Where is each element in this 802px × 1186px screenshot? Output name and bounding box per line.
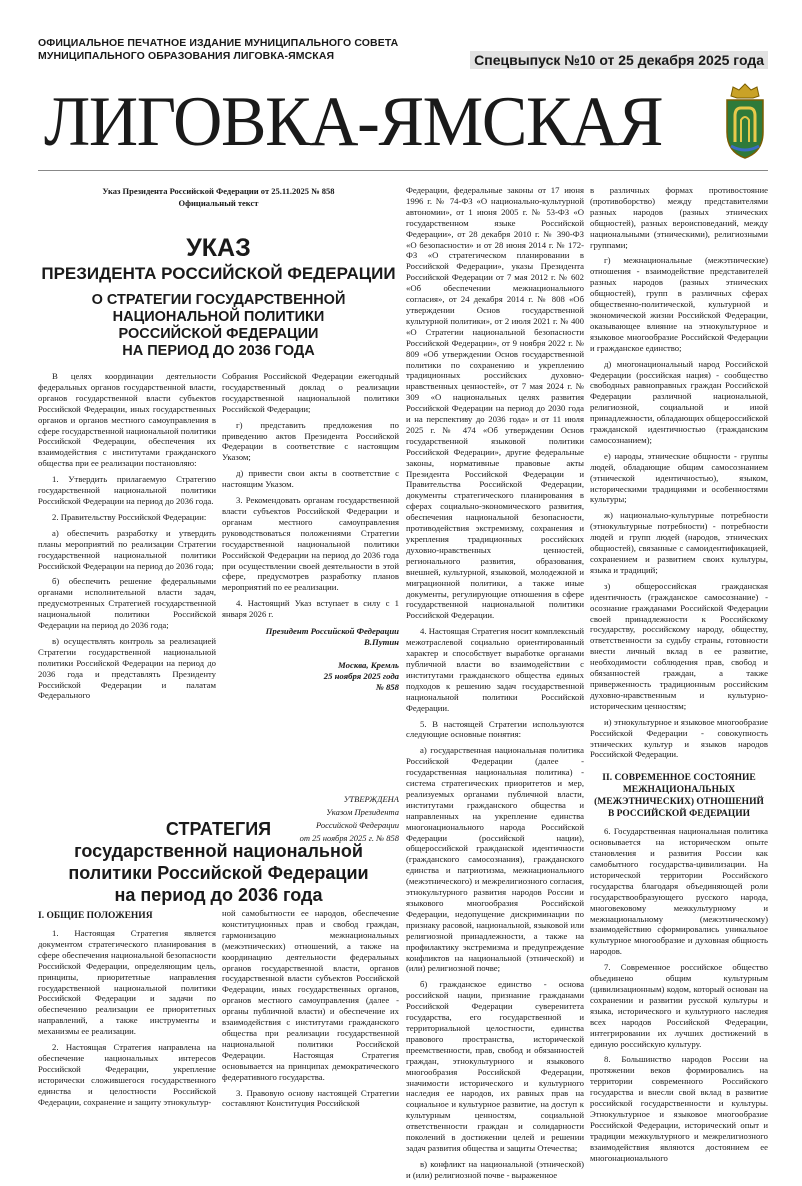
- paragraph: ной самобытности ее народов, обеспечение конституционных прав и свобод граждан, гармонизацию межнациональных (межэтнических) отношений, а также на координацию деятельности федеральных органов государственной власти, органов государственной власти субъектов Российской Федерации, иных государственных органов, органов местного самоуправления (далее - органы публичной власти) и обеспечение их взаимодействия с институтами гражданского общества при реализации государственной национальной политики Российской Федерации. Настоящая Стратегия основывается на принципах демократического федеративного государства.: [222, 908, 399, 1082]
- paragraph: в) осуществлять контроль за реализацией Стратегии государственной национальной политики Российской Федерации на период до 2036 года и представлять Президенту Российской Федерации и палатам Федерального: [38, 635, 216, 701]
- paragraph: 3. Рекомендовать органам государственной власти субъектов Российской Федерации и органам местного самоуправления руководствоваться положениями Стратегии государственной национальной политики Российской Федерации на период до 2036 года при осуществлении своей деятельности в этой сфере, предусмотрев разработку планов мероприятий по ее реализации.: [222, 495, 399, 593]
- approval-line: Российской Федерации: [315, 820, 399, 830]
- signature-name: В.Путин: [364, 636, 399, 647]
- strategy-title-line: государственной национальной: [74, 841, 363, 861]
- signature-date: 25 ноября 2025 года: [323, 670, 399, 681]
- signature-number: № 858: [375, 681, 399, 692]
- paragraph: 3. Правовую основу настоящей Стратегии составляют Конституция Российской: [222, 1087, 399, 1109]
- paragraph: з) общероссийская гражданская идентичность (гражданское самосознание) - осознание гражданами Российской Федерации своей принадлежности к Российскому государству, российскому народу, обществу, ответственности за судьбу страны, готовности внести личный вклад в ее развитие, необходимости соблюдения прав, свобод и обязанностей граждан, а также приверженность традиционным российским духовно-нравственным и культурно-историческим ценностям;: [590, 580, 768, 711]
- paragraph: 2. Правительству Российской Федерации:: [52, 511, 207, 522]
- approval-line: УТВЕРЖДЕНА: [343, 794, 399, 804]
- paragraph: 1. Настоящая Стратегия является документом стратегического планирования в сфере обеспечения национальной безопасности Российской Федерации, определяющим цель, принципы, приоритетные направления государственной национальной политики Российской Федерации и задачи по обеспечению реализации ее приоритетных направлений, а также инструменты и механизмы ее реализации.: [38, 928, 216, 1037]
- paragraph: в различных формах противостояние (противоборство) между представителями разных народов (разных этнических общностей), разных вероисповеданий, между национальными (этническими), религиозными группами;: [590, 185, 768, 250]
- column-4: [590, 185, 768, 1169]
- paragraph: 1. Утвердить прилагаемую Стратегию государственной национальной политики Российской Федерации на период до 2036 года.: [38, 474, 216, 506]
- approval-line: от 25 ноября 2025 г. № 858: [299, 833, 399, 843]
- masthead: [38, 37, 768, 68]
- paragraph: ж) национально-культурные потребности (этнокультурные потребности) - потребности людей и групп людей (народов, этнических общностей), связанные с самоидентификацией, сохранением и развитием своих культуры, языка и традиций;: [590, 510, 768, 575]
- decree-topic: [38, 292, 399, 360]
- paragraph: б) обеспечить решение федеральными органами исполнительной власти задач, предусмотренных Стратегией государственной национальной политики Российской Федерации на период до 2036 года;: [38, 576, 216, 631]
- column-3: [406, 185, 584, 1186]
- official-text-label: Официальный текст: [178, 198, 259, 208]
- strategy-title-line: на период до 2036 года: [114, 885, 323, 905]
- header-rule: [38, 170, 768, 171]
- publisher-line-1: ОФИЦИАЛЬНОЕ ПЕЧАТНОЕ ИЗДАНИЕ МУНИЦИПАЛЬНОГО СОВЕТА: [38, 37, 399, 49]
- strategy-title: [38, 818, 399, 906]
- paragraph: и) этнокультурное и языковое многообразие Российской Федерации - совокупность этнических культур и языков народов Российской Федерации.: [590, 716, 768, 760]
- paragraph: Федерации, федеральные законы от 17 июня 1996 г. № 74-ФЗ «О национально-культурной автономии», от 1 июня 2005 г. № 53-ФЗ «О государственном языке Российской Федерации», от 28 декабря 2010 г. № 390-ФЗ «О безопасности» и от 28 июня 2014 г. № 172-ФЗ «О стратегическом планировании в Российской Федерации», указы Президента Российской Федерации от 7 мая 2012 г. № 602 «Об обеспечении межнационального согласия», от 24 декабря 2014 г. № 808 «Об утверждении Основ государственной культурной политики», от 2 июля 2021 г. № 400 «О Стратегии национальной безопасности Российской Федерации», от 9 ноября 2022 г. № 809 «Об утверждении Основ государственной политики по сохранению и укреплению традиционных российских духовно-нравственных ценностей», от 7 мая 2024 г. № 309 «О национальных целях развития Российской Федерации на период до 2030 года и на перспективу до 2036 года» и от 11 июля 2025 г. № 474 «Об утверждении Основ государственной языковой политики Российской Федерации», другие федеральные законы, нормативные правовые акты Президента Российской Федерации и Правительства Российской Федерации, документы стратегического планирования в сферах социально-экономического развития, обеспечения национальной безопасности, противодействия экстремизму, сохранения и укрепления традиционных российских духовно-нравственных ценностей, регионального развития, образования, внешней, культурной, языковой, молодежной и миграционной политики, а также иные документы, регулирующие отношения в сфере государственной национальной политики Российской Федерации.: [406, 185, 584, 621]
- decree-topic-line: НАЦИОНАЛЬНОЙ ПОЛИТИКИ: [112, 309, 325, 325]
- strategy-title-line: СТРАТЕГИЯ: [165, 819, 272, 839]
- decree-column-1: [38, 371, 216, 706]
- newspaper-title: ЛИГОВКА-ЯМСКАЯ: [44, 83, 663, 161]
- paragraph: 8. Большинство народов России на протяжении веков формировались на территории современного Российского государства и внесли свой вклад в развитие российской государственности и культуры. Этнокультурное и языковое многообразие Российской Федерации, исторический опыт и традиции межкультурного и межрелигиозного взаимодействия являются достоянием ее многонационального: [590, 1054, 768, 1163]
- signature-title: Президент Российской Федерации: [265, 626, 399, 637]
- paragraph: 4. Настоящая Стратегия носит комплексный межотраслевой социально ориентированный характер и способствует выработке органами публичной власти во взаимодействии с институтами гражданского общества единых подходов к решению задач государственной национальной политики Российской Федерации.: [406, 626, 584, 713]
- paragraph: г) представить предложения по приведению актов Президента Российской Федерации в соответствие с настоящим Указом;: [222, 419, 399, 463]
- issue-label: Спецвыпуск №10 от 25 декабря 2025 года: [470, 51, 768, 69]
- section-heading: I. ОБЩИЕ ПОЛОЖЕНИЯ: [38, 911, 153, 921]
- paragraph: а) государственная национальная политика Российской Федерации (далее - государственная национальная политика) - система стратегических приоритетов и мер, реализуемых органами публичной власти, институтами гражданского общества и направленных на укрепление единства многонационального народа Российской Федерации (российской нации), общероссийской гражданской идентичности (гражданского самосознания), гражданского единства и патриотизма, межнационального (межэтнического) и межрелигиозного согласия, этнокультурного развития народов России и языкового многообразия Российской Федерации, недопущение дискриминации по признаку расовой, национальной, языковой или религиозной принадлежности, а также на профилактику экстремизма и предупреждение конфликтов на национальной (этнической) и (или) религиозной почве;: [406, 745, 584, 974]
- paragraph: 4. Настоящий Указ вступает в силу с 1 января 2026 г.: [222, 598, 399, 620]
- strategy-column-1: [38, 908, 216, 1113]
- strategy-title-line: политики Российской Федерации: [68, 863, 369, 883]
- paragraph: а) обеспечить разработку и утвердить планы мероприятий по реализации Стратегии государственной национальной политики Российской Федерации на период до 2036 года;: [38, 527, 216, 571]
- paragraph: д) многонациональный народ Российской Федерации (российская нация) - сообщество свободных равноправных граждан Российской Федерации различной национальной, религиозной, социальной и иной принадлежности, обладающих общероссийской гражданской идентичностью (гражданским самосознанием);: [590, 358, 768, 445]
- paragraph: 2. Настоящая Стратегия направлена на обеспечение национальных интересов Российской Федерации, укрепление исторически сложившегося государственного единства и целостности Российской Федерации, сохранение и защиту этнокультур-: [38, 1042, 216, 1107]
- publisher-line-2: МУНИЦИПАЛЬНОГО ОБРАЗОВАНИЯ ЛИГОВКА-ЯМСКАЯ: [38, 50, 335, 62]
- paragraph: е) народы, этнические общности - группы людей, обладающие общим самосознанием (этнической идентичностью), языком, историческими традициями и особенностями культуры;: [590, 450, 768, 505]
- signature-block: [222, 626, 399, 693]
- paragraph: д) привести свои акты в соответствие с настоящим Указом.: [222, 468, 399, 490]
- strategy-column-2: [222, 908, 399, 1114]
- decree-title: УКАЗ: [186, 234, 251, 262]
- paragraph: 6. Государственная национальная политика основывается на историческом опыте становления и развития России как самобытного государства-цивилизации. На исторической территории Российского государства благодаря объединяющей роли государствообразующего русского народа, многовековому межкультурному и межнациональному (межэтническому) взаимодействию сформировались уникальное культурное многообразие и духовная общность народов.: [590, 826, 768, 957]
- paragraph: б) гражданское единство - основа российской нации, признание гражданами Российской Федерации суверенитета государства, его государственной и территориальной целостности, единства правового пространства, исторической преемственности, прав, свобод и обязанностей граждан, этнокультурного и языкового многообразия Российской Федерации, значимости исторического и культурного наследия ее народов, их равных прав на социальное и культурное развитие, на доступ к культурным ценностям, социальной ответственности граждан и солидарности поколений в достижении целей и решении задач развития общества и защиты Отечества;: [406, 979, 584, 1153]
- decree-topic-line: РОССИЙСКОЙ ФЕДЕРАЦИИ: [118, 326, 319, 342]
- paragraph: в) конфликт на национальной (этнической) и (или) религиозной почве - выраженное: [406, 1158, 584, 1180]
- section-heading: II. СОВРЕМЕННОЕ СОСТОЯНИЕ МЕЖНАЦИОНАЛЬНЫХ (МЕЖЭТНИЧЕСКИХ) ОТНОШЕНИЙ В РОССИЙСКОЙ ФЕДЕРАЦИИ: [594, 773, 764, 820]
- decree-topic-line: НА ПЕРИОД ДО 2036 ГОДА: [122, 343, 315, 359]
- coat-of-arms-icon: [721, 82, 769, 160]
- decree-column-2: [222, 371, 399, 693]
- paragraph: г) межнациональные (межэтнические) отношения - взаимодействие представителей разных народов (разных этнических общностей), групп в различных сферах общественно-политической, культурной и экономической жизни Российской Федерации, оказывающее влияние на этнокультурное и языковое многообразие Российской Федерации и гражданское единство;: [590, 255, 768, 353]
- paragraph: В целях координации деятельности федеральных органов государственной власти, органов государственной власти субъектов Российской Федерации, иных государственных органов и органов местного самоуправления в сфере государственной национальной политики Российской Федерации, обеспечения их взаимодействия с институтами гражданского общества при ее реализации постановляю:: [38, 371, 216, 469]
- signature-place: Москва, Кремль: [338, 659, 399, 670]
- decree-reference: Указ Президента Российской Федерации от 25.11.2025 № 858: [102, 186, 335, 196]
- paragraph: 7. Современное российское общество объединено общим культурным (цивилизационным) кодом, который основан на сохранении и развитии русской культуры и языка, исторического и культурного наследия всех народов Российской Федерации, интегрировании их лучших достижений в единую российскую культуру.: [590, 962, 768, 1049]
- decree-subtitle: ПРЕЗИДЕНТА РОССИЙСКОЙ ФЕДЕРАЦИИ: [41, 264, 396, 283]
- approval-line: Указом Президента: [326, 807, 399, 817]
- decree-meta: [38, 185, 399, 209]
- paragraph: 5. В настоящей Стратегии используются следующие основные понятия:: [406, 718, 584, 740]
- paragraph: Собрания Российской Федерации ежегодный государственный доклад о реализации государственной национальной политики Российской Федерации;: [222, 371, 399, 414]
- decree-topic-line: О СТРАТЕГИИ ГОСУДАРСТВЕННОЙ: [91, 292, 346, 308]
